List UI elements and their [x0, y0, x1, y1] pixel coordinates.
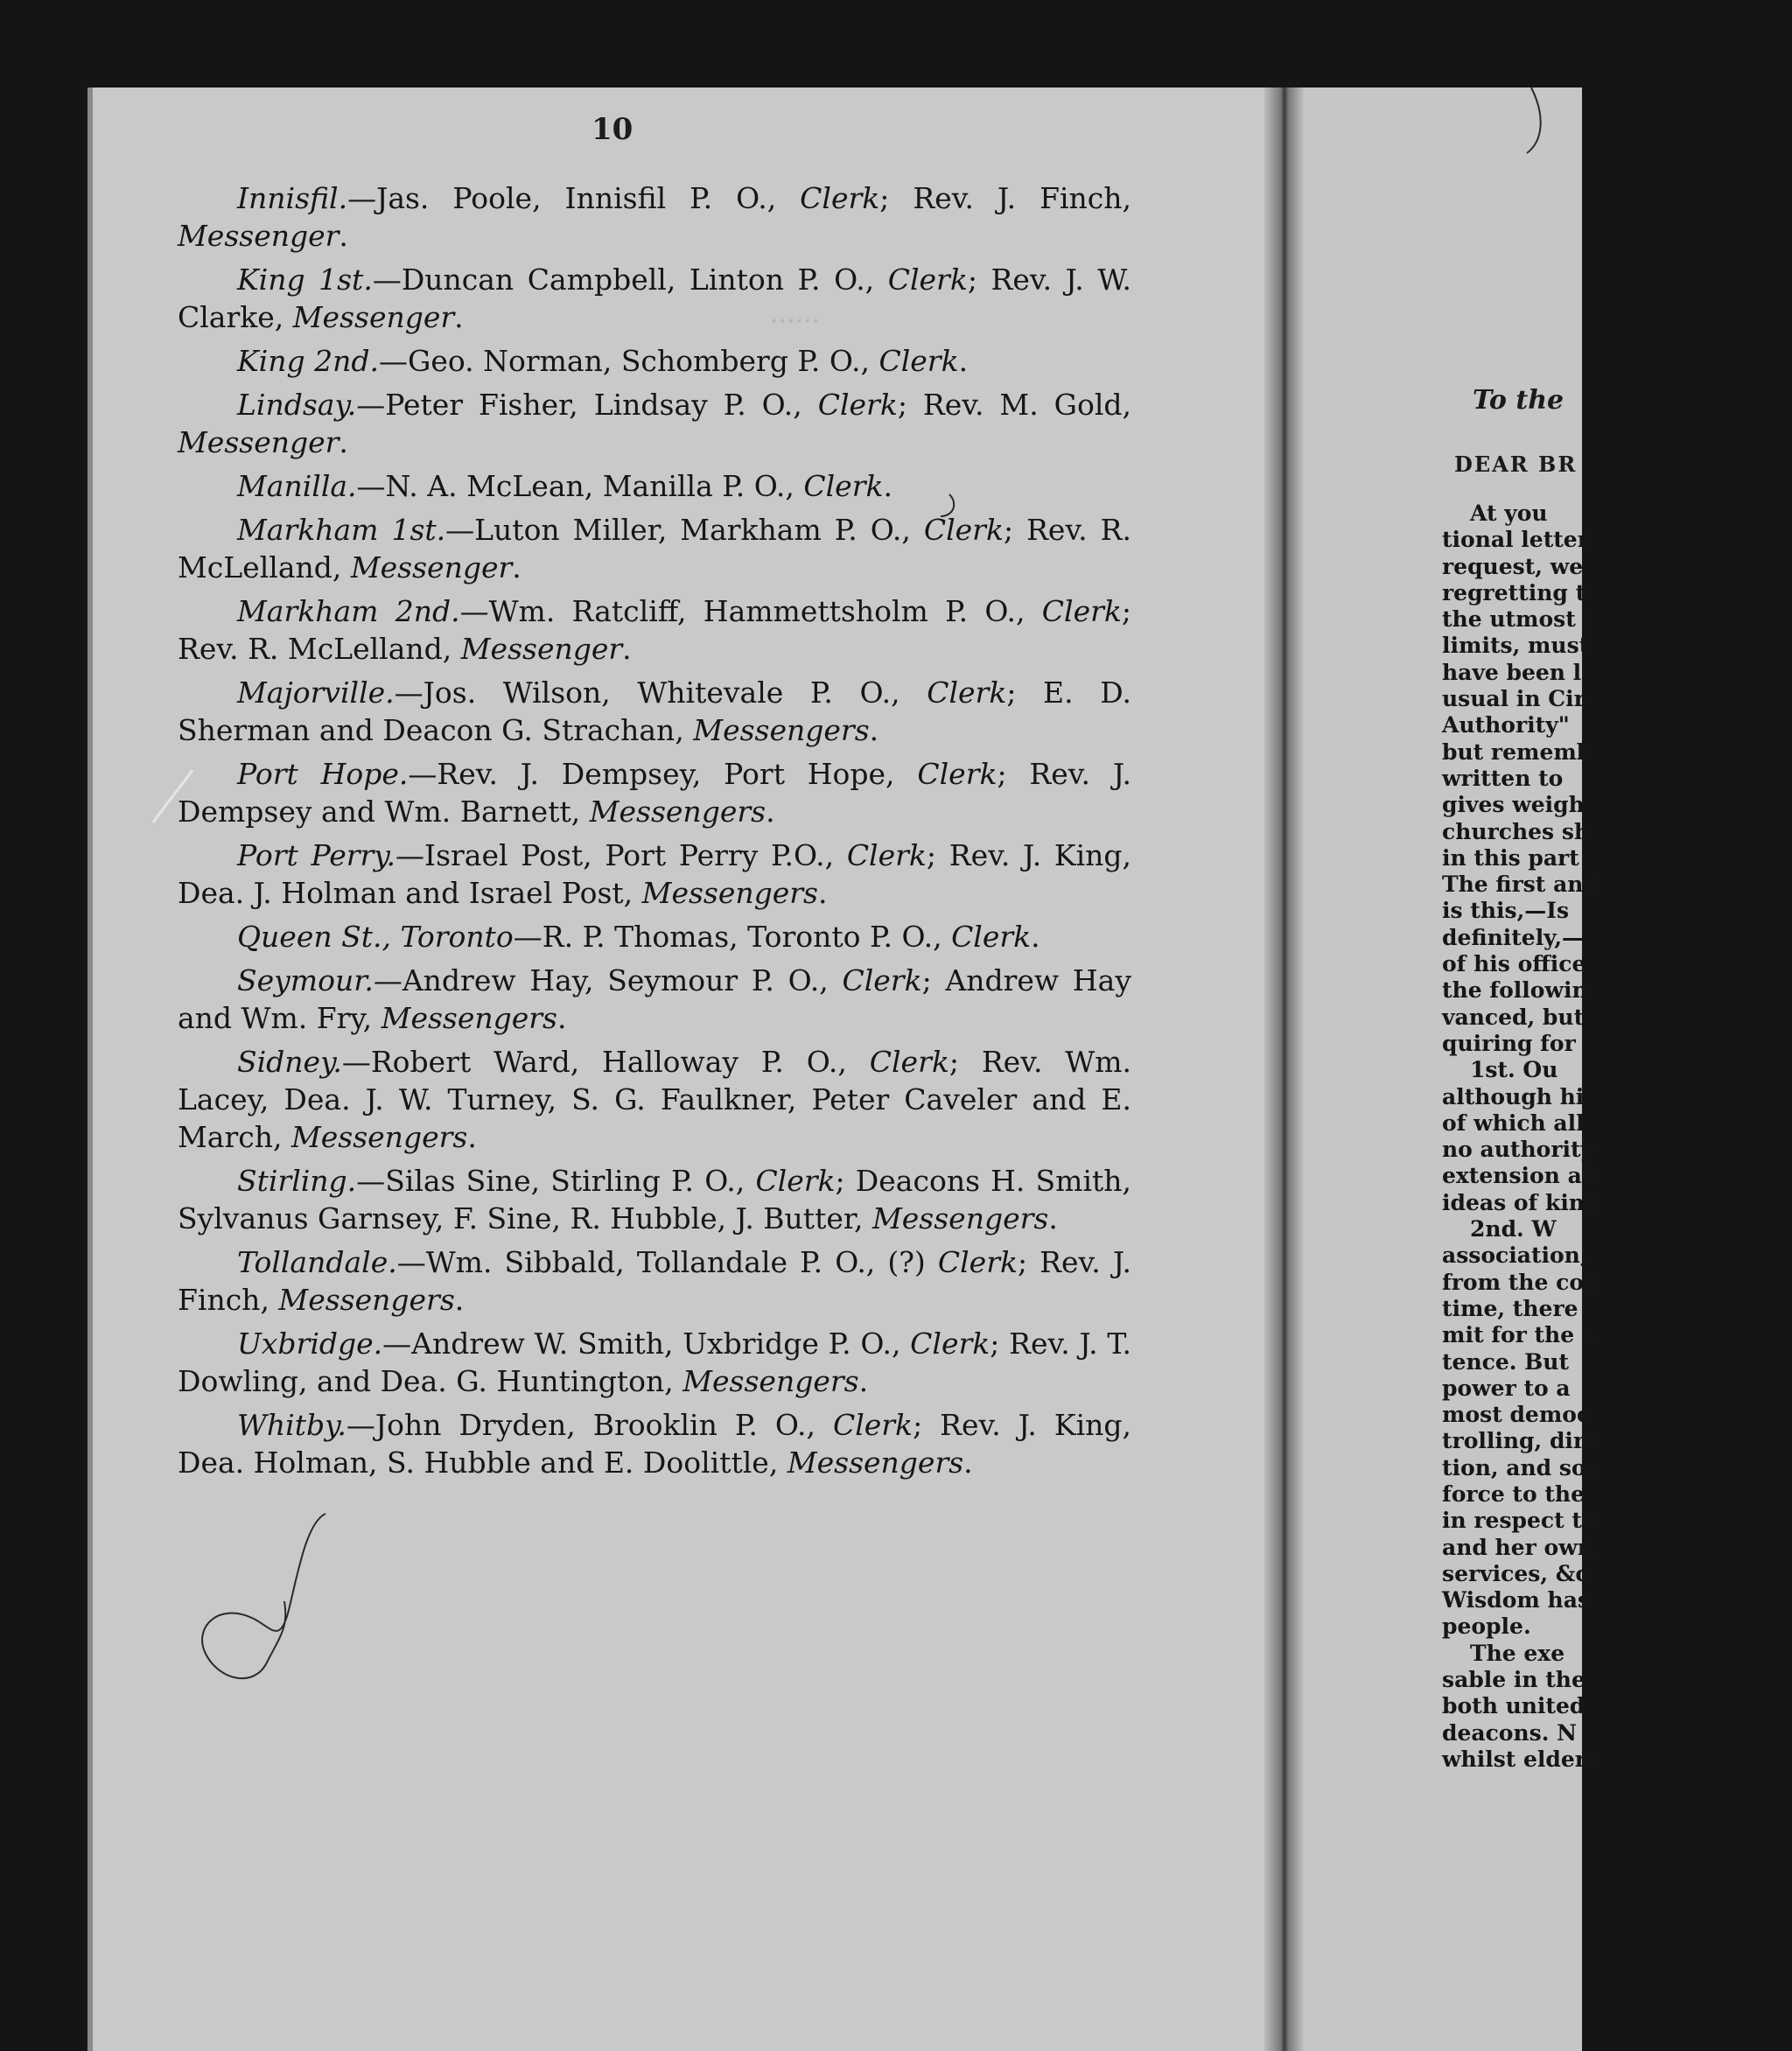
- entry-end-punct: .: [818, 876, 828, 910]
- entry-end-punct: .: [557, 1001, 567, 1035]
- entry-end-punct: .: [766, 794, 775, 829]
- entry-end-punct: .: [883, 469, 892, 503]
- right-page-line: of which all: [1442, 1110, 1585, 1136]
- entry-clerk-label: Clerk: [755, 1164, 836, 1198]
- entry-place-name: Tollandale.: [237, 1245, 397, 1279]
- paper-mark: [153, 770, 192, 822]
- right-page-line: is this,—Is: [1442, 898, 1570, 924]
- entry-clerk-details: —Jas. Poole, Innisfil P. O.,: [347, 181, 801, 215]
- entry-clerk-label: Clerk: [878, 344, 959, 378]
- entry-clerk-label: Clerk: [800, 181, 880, 215]
- right-page-line: churches sh: [1442, 818, 1591, 844]
- right-page-line: gives weigh: [1442, 792, 1585, 818]
- entry-clerk-label: Clerk: [937, 1245, 1018, 1279]
- entry-messenger-details: ; Rev. J. W. Clarke,: [178, 262, 1131, 334]
- entry-clerk-details: —John Dryden, Brooklin P. O.,: [346, 1408, 833, 1442]
- entry-messenger-details: ; E. D. Sherman and Deacon G. Strachan,: [178, 676, 1131, 747]
- entry-clerk-label: Clerk: [869, 1045, 949, 1079]
- entry-end-punct: .: [963, 1446, 973, 1480]
- right-page-salutation: DEAR BR: [1454, 452, 1578, 477]
- entry-messenger-details: ; Rev. J. Dempsey and Wm. Barnett,: [178, 757, 1131, 829]
- right-page-line: Authority": [1442, 712, 1570, 738]
- entry-place-name: Whitby.: [237, 1408, 346, 1442]
- right-page-line: regretting t: [1442, 579, 1586, 606]
- entry-end-punct: .: [869, 713, 879, 747]
- pen-mark-top-right: [1527, 88, 1541, 153]
- entry-messenger-label: Messengers: [872, 1201, 1049, 1236]
- right-page-line: sable in the: [1442, 1667, 1586, 1693]
- entry-clerk-details: —Jos. Wilson, Whitevale P. O.,: [394, 676, 928, 710]
- right-page-line: limits, must: [1442, 633, 1590, 659]
- entry-messenger-details: ; Rev. J. Finch,: [879, 181, 1131, 215]
- entry-place-name: Majorville.: [237, 676, 395, 710]
- entry-clerk-details: —R. P. Thomas, Toronto P. O.,: [513, 920, 952, 954]
- entry-clerk-details: —Duncan Campbell, Linton P. O.,: [372, 262, 888, 297]
- right-page-line: although hi: [1442, 1083, 1585, 1110]
- entry-end-punct: .: [339, 219, 348, 253]
- entry-clerk-label: Clerk: [887, 262, 968, 297]
- entry-messenger-label: Messengers: [787, 1446, 964, 1480]
- right-page-line: mit for the s: [1442, 1322, 1594, 1348]
- entry-place-name: Port Hope.: [237, 757, 409, 791]
- entry-end-punct: .: [454, 300, 464, 334]
- entry-clerk-label: Clerk: [846, 838, 927, 872]
- right-page-line: in respect to: [1442, 1508, 1597, 1534]
- entry-messenger-label: Messenger: [178, 425, 340, 459]
- entry-end-punct: .: [1031, 920, 1040, 954]
- entry-messenger-label: Messenger: [350, 550, 513, 584]
- entry-place-name: Stirling.: [237, 1164, 357, 1198]
- right-page-line: the utmost l: [1442, 606, 1592, 633]
- entry-place-name: King 1st.: [237, 262, 373, 297]
- entry-clerk-details: —Peter Fisher, Lindsay P. O.,: [356, 388, 818, 422]
- entry-clerk-label: Clerk: [927, 676, 1007, 710]
- right-page-line: but rememb: [1442, 738, 1592, 765]
- entry-clerk-details: —Andrew Hay, Seymour P. O.,: [373, 963, 843, 998]
- right-page-line: services, &c: [1442, 1560, 1589, 1586]
- right-page-line: tional letter: [1442, 527, 1589, 553]
- entry-messenger-label: Messenger: [460, 632, 623, 666]
- right-page-line: request, we: [1442, 553, 1584, 579]
- entry-end-punct: .: [467, 1120, 477, 1154]
- entry-clerk-details: —Robert Ward, Halloway P. O.,: [341, 1045, 870, 1079]
- right-page-line: association,: [1442, 1242, 1588, 1269]
- entry-messenger-label: Messengers: [278, 1283, 455, 1317]
- right-page-line: trolling, dire: [1442, 1428, 1600, 1454]
- right-page-line: both united: [1442, 1693, 1586, 1719]
- right-page-line: whilst elders: [1442, 1746, 1600, 1772]
- entry-clerk-label: Clerk: [951, 920, 1032, 954]
- entry-end-punct: .: [454, 1283, 465, 1317]
- right-page-heading: To the: [1473, 385, 1564, 416]
- entry-clerk-label: Clerk: [917, 757, 998, 791]
- entry-clerk-details: —Wm. Sibbald, Tollandale P. O., (?): [396, 1245, 938, 1279]
- entry-clerk-label: Clerk: [842, 963, 922, 998]
- entry-place-name: Innisfil.: [237, 181, 348, 215]
- entry-end-punct: .: [958, 344, 969, 378]
- right-page-line: from the con: [1442, 1269, 1600, 1295]
- entry-clerk-label: Clerk: [1041, 594, 1122, 628]
- entry-clerk-label: Clerk: [803, 469, 884, 503]
- entry-messenger-label: Messenger: [292, 300, 455, 334]
- entry-place-name: Markham 1st.: [237, 513, 446, 547]
- right-page-line: time, there: [1442, 1295, 1578, 1321]
- entry-messenger-label: Messengers: [682, 1364, 859, 1398]
- right-page-line: of his office: [1442, 951, 1586, 977]
- right-page-line: ideas of king: [1442, 1189, 1600, 1215]
- entry-clerk-label: Clerk: [817, 388, 898, 422]
- entry-end-punct: .: [622, 632, 632, 666]
- right-page-line: At you: [1470, 500, 1548, 526]
- entry-messenger-details: ; Rev. J. Finch,: [178, 1245, 1131, 1317]
- right-page-line: quiring for: [1442, 1030, 1576, 1056]
- right-page-line: in this part: [1442, 844, 1579, 871]
- right-page-line: definitely,—: [1442, 924, 1585, 950]
- right-page-line: The first and: [1442, 872, 1599, 898]
- entry-messenger-details: ; Rev. J. T. Dowling, and Dea. G. Huntington,: [178, 1326, 1131, 1398]
- right-page-line: tence. But: [1442, 1348, 1570, 1375]
- entry-place-name: Port Perry.: [237, 838, 396, 872]
- entry-place-name: King 2nd.: [237, 344, 379, 378]
- entry-messenger-details: ; Rev. R. McLelland,: [178, 513, 1131, 584]
- entry-place-name: Lindsay.: [237, 388, 357, 422]
- right-page-line: Wisdom has: [1442, 1587, 1590, 1614]
- right-page-line: force to the: [1442, 1480, 1585, 1507]
- entry-end-punct: .: [339, 425, 348, 459]
- entry-messenger-details: ; Rev. M. Gold,: [897, 388, 1132, 422]
- entry-place-name: Queen St., Toronto: [237, 920, 514, 954]
- entry-clerk-label: Clerk: [910, 1326, 990, 1361]
- entry-messenger-details: ; Rev. Wm. Lacey, Dea. J. W. Turney, S. G. Faulkner, Peter Caveler and E. March,: [178, 1045, 1131, 1154]
- right-page-line: have been l: [1442, 659, 1582, 685]
- entry-place-name: Manilla.: [237, 469, 357, 503]
- show-through-text: ······: [770, 306, 821, 337]
- right-page-line: power to a: [1442, 1375, 1571, 1401]
- entry-clerk-details: —N. A. McLean, Manilla P. O.,: [356, 469, 804, 503]
- entry-messenger-details: ; Andrew Hay and Wm. Fry,: [178, 963, 1131, 1035]
- right-page-line: tion, and soc: [1442, 1454, 1600, 1480]
- right-page-line: vanced, but: [1442, 1004, 1585, 1030]
- entry-clerk-label: Clerk: [832, 1408, 914, 1442]
- right-page-line: deacons. N: [1442, 1719, 1577, 1746]
- entry-clerk-details: —Israel Post, Port Perry P.O.,: [396, 838, 847, 872]
- entry-place-name: Uxbridge.: [237, 1326, 383, 1361]
- entry-clerk-details: —Andrew W. Smith, Uxbridge P. O.,: [382, 1326, 911, 1361]
- entry-messenger-details: ; Rev. J. King, Dea. J. Holman and Israel Post,: [178, 838, 1131, 910]
- right-page-line: usual in Cir: [1442, 686, 1586, 712]
- entry-messenger-label: Messengers: [589, 794, 766, 829]
- entry-end-punct: .: [1048, 1201, 1058, 1236]
- entry-messenger-label: Messengers: [290, 1120, 468, 1154]
- entry-messenger-details: ; Deacons H. Smith, Sylvanus Garnsey, F. Sine, R. Hubble, J. Butter,: [178, 1164, 1132, 1236]
- entry-place-name: Seymour.: [237, 963, 374, 998]
- entry-place-name: Markham 2nd.: [237, 594, 460, 628]
- entry-clerk-details: —Geo. Norman, Schomberg P. O.,: [378, 344, 879, 378]
- pen-scribble: [202, 1514, 326, 1678]
- right-page-line: extension an: [1442, 1163, 1598, 1189]
- entry-messenger-details: ; Rev. R. McLelland,: [178, 594, 1132, 666]
- right-page-line: 1st. Ou: [1470, 1057, 1558, 1083]
- entry-messenger-label: Messenger: [178, 219, 340, 253]
- entry-end-punct: .: [512, 550, 522, 584]
- entry-clerk-details: —Wm. Ratcliff, Hammettsholm P. O.,: [459, 594, 1042, 628]
- right-page-line: people.: [1442, 1614, 1531, 1640]
- entry-clerk-details: —Luton Miller, Markham P. O.,: [445, 513, 924, 547]
- right-page-line: the followin: [1442, 977, 1588, 1004]
- entry-messenger-details: ; Rev. J. King, Dea. Holman, S. Hubble and E. Doolittle,: [178, 1408, 1131, 1480]
- right-page-line: 2nd. W: [1470, 1216, 1557, 1242]
- entry-place-name: Sidney.: [237, 1045, 342, 1079]
- entry-clerk-label: Clerk: [923, 513, 1004, 547]
- right-page-line: most democ: [1442, 1402, 1591, 1428]
- entry-messenger-label: Messengers: [381, 1001, 557, 1035]
- pen-mark: [941, 494, 954, 516]
- right-page-line: The exe: [1470, 1640, 1565, 1666]
- entry-clerk-details: —Rev. J. Dempsey, Port Hope,: [408, 757, 918, 791]
- page-number: 10: [592, 112, 634, 147]
- entry-messenger-label: Messengers: [641, 876, 818, 910]
- right-page-line: no authority: [1442, 1137, 1594, 1163]
- right-page-line: and her own: [1442, 1534, 1593, 1560]
- entry-messenger-label: Messengers: [693, 713, 870, 747]
- right-page-line: written to: [1442, 765, 1564, 791]
- entry-end-punct: .: [858, 1364, 869, 1398]
- entry-clerk-details: —Silas Sine, Stirling P. O.,: [356, 1164, 756, 1198]
